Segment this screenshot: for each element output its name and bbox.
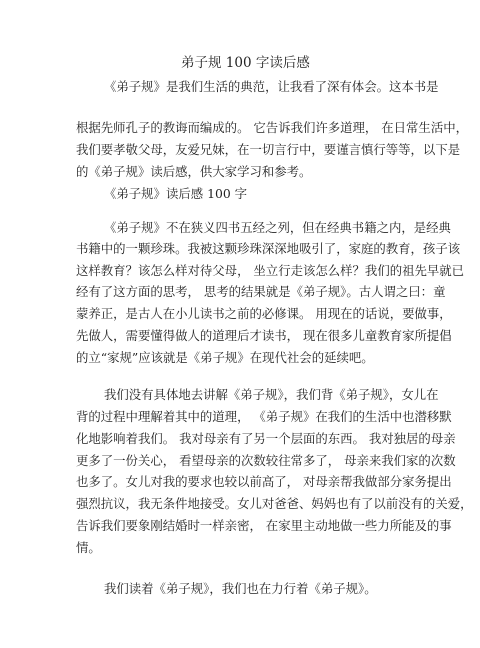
section-subheading: 《弟子规》读后感 100 字 xyxy=(104,186,248,201)
text-line: 这样教育？该怎么样对待父母， 坐立行走该怎么样？我们的祖先早就已 xyxy=(76,263,465,278)
text-line: 经有了这方面的思考， 思考的结果就是《弟子规》。古人谓之曰：童 xyxy=(76,284,446,299)
document-title: 弟子规 100 字读后感 xyxy=(181,55,310,71)
text-line: 更多了一份关心， 看望母亲的次数较往常多了， 母亲来我们家的次数 xyxy=(76,453,456,468)
text-line: 背的过程中理解着其中的道理， 《弟子规》在我们的生活中也潜移默 xyxy=(76,409,452,424)
text-line: 先做人，需要懂得做人的道理后才读书， 现在很多儿童教育家所提倡 xyxy=(76,328,452,343)
text-line: 《弟子规》不在狭义四书五经之列，但在经典书籍之内，是经典 xyxy=(104,220,451,235)
text-line: 的《弟子规》读后感，供大家学习和参考。 xyxy=(76,164,312,179)
text-line: 我们要孝敬父母，友爱兄妹，在一切言行中，要谨言慎行等等，以下是 xyxy=(76,142,461,157)
text-line: 书籍中的一颗珍珠。我被这颗珍珠深深地吸引了，家庭的教育，孩子该 xyxy=(76,241,461,256)
text-line: 告诉我们要象刚结婚时一样亲密， 在家里主动地做一些力所能及的事 xyxy=(76,518,452,533)
text-line: 我们读着《弟子规》，我们也在力行着《弟子规》。 xyxy=(104,581,377,596)
text-line: 《弟子规》是我们生活的典范，让我看了深有体会。这本书是 xyxy=(104,79,439,94)
text-line: 化地影响着我们。 我对母亲有了另一个层面的东西。 我对独居的母亲 xyxy=(76,431,456,446)
text-line: 蒙养正，是古人在小儿读书之前的必修课。 用现在的话说，要做事， xyxy=(76,306,452,321)
text-line: 也多了。女儿对我的要求也较以前高了， 对母亲帮我做部分家务提出 xyxy=(76,474,452,489)
text-line: 情。 xyxy=(76,540,101,555)
text-line: 的立“家规”应该就是《弟子规》在现代社会的延续吧。 xyxy=(76,350,374,365)
text-line: 根据先师孔子的教诲而编成的。 它告诉我们许多道理， 在日常生活中， xyxy=(76,120,468,135)
text-line: 强烈抗议，我无条件地接受。女儿对爸爸、妈妈也有了以前没有的关爱， xyxy=(76,496,473,511)
text-line: 我们没有具体地去讲解《弟子规》，我们背《弟子规》，女儿在 xyxy=(104,387,439,402)
